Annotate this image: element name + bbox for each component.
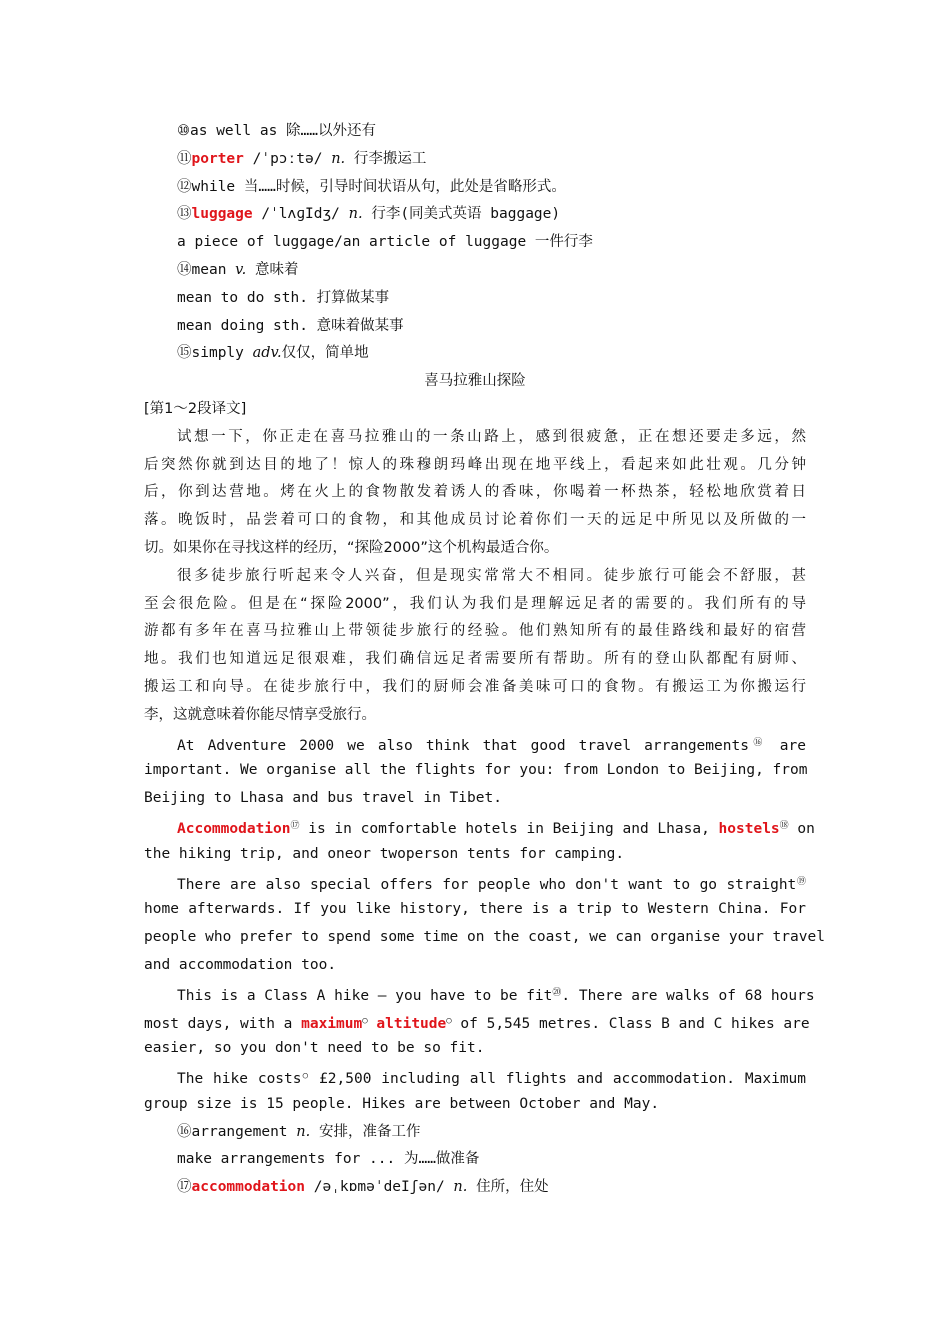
definition: 住所，住处 xyxy=(467,1179,549,1196)
text-line: At Adventure 2000 we also think that good travel arrangements⑯ are xyxy=(177,737,807,754)
vocab-phrase: mean to do sth. 打算做某事 xyxy=(177,289,390,306)
vocab-phrase: mean doing sth. 意味着做某事 xyxy=(177,317,404,334)
text-line: The hike costs○ £2,500 including all flights and accommodation. Maximum xyxy=(177,1071,807,1088)
text-line: 很多徒步旅行听起来令人兴奋，但是现实常常大不相同。徒步旅行可能会不舒服，甚 xyxy=(177,567,806,584)
footnote-marker: ○ xyxy=(301,1071,310,1082)
vocab-item-10 xyxy=(144,118,806,146)
text-line: Accommodation⑰ is in comfortable hotels in Beijing and Lhasa, hostels⑱ on xyxy=(177,820,815,837)
text-line: most days, with a maximum○ altitude○ of 5,545 metres. Class B and C hikes are xyxy=(144,1015,810,1032)
part-of-speech: n. xyxy=(331,150,346,167)
vocab-item-15 xyxy=(144,340,806,368)
text-line: There are also special offers for people who don't want to go straight⑲ xyxy=(177,876,806,893)
definition: 意味着 xyxy=(246,261,299,278)
text-line: 搬运工和向导。在徒步旅行中，我们的厨师会准备美味可口的食物。有搬运工为你搬运行 xyxy=(144,678,806,695)
vocab-phrase: make arrangements for ... 为……做准备 xyxy=(177,1151,480,1168)
text-line: important. We organise all the flights for you: from London to Beijing, from xyxy=(144,762,808,779)
note-marker: ⑪ xyxy=(177,150,192,167)
translation-paragraph-1 xyxy=(144,424,806,563)
text-line: easier, so you don't need to be so fit. xyxy=(144,1040,485,1057)
footnote-marker: ⑯ xyxy=(748,737,767,748)
text-line: group size is 15 people. Hikes are between October and May. xyxy=(144,1095,660,1112)
text-line: home afterwards. If you like history, there is a trip to Western China. For xyxy=(144,901,806,918)
vocab-item-12 xyxy=(144,174,806,202)
vocab-item-13 xyxy=(144,201,806,229)
text-line: 游都有多年在喜马拉雅山上带领徒步旅行的经验。他们熟知所有的最佳路线和最好的宿营 xyxy=(144,623,806,640)
english-paragraph-5 xyxy=(144,1063,806,1119)
vocab-word: simply xyxy=(191,345,253,362)
text-line: 后，你到达营地。烤在火上的食物散发着诱人的香味，你喝着一杯热茶，轻松地欣赏着日 xyxy=(144,484,806,501)
footnote-marker: ⑰ xyxy=(290,820,300,831)
text-line: the hiking trip, and oneor twoperson tents for camping. xyxy=(144,845,625,862)
translation-title: 喜马拉雅山探险 xyxy=(424,373,526,390)
section-label: [第1～2段译文] xyxy=(144,400,247,417)
part-of-speech: n. xyxy=(348,206,363,223)
text-line: 切。如果你在寻找这样的经历，“探险2000”这个机构最适合你。 xyxy=(144,539,559,556)
vocab-word: mean xyxy=(191,261,236,278)
keyword: hostels xyxy=(718,820,780,837)
keyword: maximum xyxy=(301,1015,363,1032)
note-marker: ⑰ xyxy=(177,1179,192,1196)
english-paragraph-3 xyxy=(144,869,825,980)
footnote-marker: ⑲ xyxy=(796,876,806,887)
keyword: Accommodation xyxy=(177,820,291,837)
vocab-word: accommodation xyxy=(191,1179,305,1196)
translation-paragraph-2 xyxy=(144,563,806,730)
vocab-item-14 xyxy=(144,257,806,285)
document-page xyxy=(144,118,825,1202)
vocab-phrase: a piece of luggage/an article of luggage 一件行李 xyxy=(177,234,593,251)
vocab-item-11 xyxy=(144,146,806,174)
note-marker: ⑭ xyxy=(177,261,192,278)
phonetic: /əˌkɒməˈdeIʃən/ xyxy=(305,1179,454,1196)
vocab-item-16 xyxy=(144,1119,806,1147)
vocab-text: as well as 除……以外还有 xyxy=(190,123,376,139)
phonetic: /ˈpɔːtə/ xyxy=(243,150,332,167)
phonetic: /ˈlʌɡIdʒ/ xyxy=(252,206,349,223)
note-marker: ⑮ xyxy=(177,345,192,362)
vocab-word: arrangement xyxy=(191,1123,297,1140)
definition: 行李(同美式英语 baggage) xyxy=(362,206,561,223)
english-paragraph-1 xyxy=(144,730,806,813)
note-marker: ⑩ xyxy=(177,123,190,139)
vocab-text: while 当……时候，引导时间状语从句，此处是省略形式。 xyxy=(191,178,566,195)
footnote-marker: ⑳ xyxy=(552,987,562,998)
part-of-speech: adv. xyxy=(252,345,282,362)
definition: 安排，准备工作 xyxy=(310,1123,421,1140)
footnote-marker: ⑱ xyxy=(779,820,789,831)
text-line: people who prefer to spend some time on the coast, we can organise your travel xyxy=(144,929,825,946)
text-line: 试想一下，你正走在喜马拉雅山的一条山路上，感到很疲惫，正在想还要走多远，然 xyxy=(177,428,806,445)
text-line: and accommodation too. xyxy=(144,956,337,973)
footnote-marker: ○ xyxy=(362,1015,368,1026)
english-paragraph-2 xyxy=(144,813,815,869)
vocab-item-17 xyxy=(144,1174,806,1202)
text-line: 地。我们也知道远足很艰难，我们确信远足者需要所有帮助。所有的登山队都配有厨师、 xyxy=(144,651,806,668)
vocab-word: luggage xyxy=(191,206,253,223)
text-line: 后突然你就到达目的地了！惊人的珠穆朗玛峰出现在地平线上，看起来如此壮观。几分钟 xyxy=(144,456,806,473)
keyword: altitude xyxy=(376,1015,447,1032)
text-line: Beijing to Lhasa and bus travel in Tibet. xyxy=(144,790,502,807)
note-marker: ⑬ xyxy=(177,206,192,223)
footnote-marker: ○ xyxy=(446,1015,452,1026)
note-marker: ⑯ xyxy=(177,1123,192,1140)
definition: 行李搬运工 xyxy=(345,150,427,167)
text-line: This is a Class A hike — you have to be fit⑳. There are walks of 68 hours xyxy=(177,987,815,1004)
text-line: 至会很危险。但是在“探险2000”，我们认为我们是理解远足者的需要的。我们所有的导 xyxy=(144,595,806,612)
text-line: 李，这就意味着你能尽情享受旅行。 xyxy=(144,706,376,723)
english-paragraph-4 xyxy=(144,980,815,1063)
part-of-speech: v. xyxy=(235,261,247,278)
text-line: 落。晚饭时，品尝着可口的食物，和其他成员讨论着你们一天的远足中所见以及所做的一 xyxy=(144,512,806,529)
part-of-speech: n. xyxy=(296,1123,311,1140)
vocab-word: porter xyxy=(191,150,244,167)
note-marker: ⑫ xyxy=(177,178,192,195)
part-of-speech: n. xyxy=(453,1179,468,1196)
definition: 仅仅，简单地 xyxy=(281,345,369,362)
